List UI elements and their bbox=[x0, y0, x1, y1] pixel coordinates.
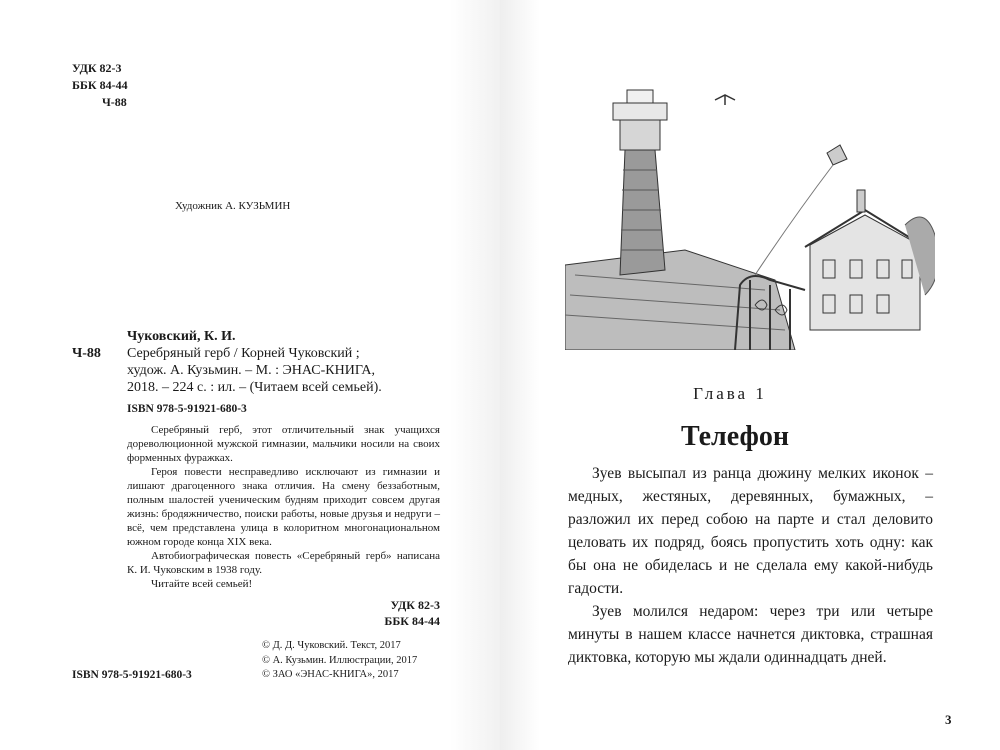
text-paragraph: Зуев высыпал из ранца дюжину мелких иконок – медных, жестяных, деревянных, бумажных, – разложил их перед собою на парте и стал деловито целовать их подряд, боясь пропустить хоть одну: как бы она не обиделась и не сделала ему какой-нибудь гадости. bbox=[568, 465, 933, 597]
entry-line: Серебряный герб / Корней Чуковский ; bbox=[127, 346, 360, 361]
annotation-paragraph: Читайте всей семьей! bbox=[151, 578, 253, 590]
text-paragraph: Зуев молился недаром: через три или четыре минуты в нашем классе начнется диктовка, страшная диктовка, которую мы ждали одиннадцать дней. bbox=[568, 603, 933, 666]
imprint-block bbox=[72, 328, 440, 683]
annotation bbox=[127, 423, 440, 591]
entry-line: 2018. – 224 с. : ил. – (Читаем всей семьей). bbox=[127, 380, 382, 395]
classification-codes bbox=[72, 60, 128, 111]
classification-codes-bottom bbox=[72, 597, 440, 629]
udk-code: УДК 82-3 bbox=[390, 598, 440, 612]
entry-line: худож. А. Кузьмин. – М. : ЭНАС-КНИГА, bbox=[127, 363, 376, 378]
bibliographic-entry bbox=[72, 328, 440, 396]
copyright-line: © Д. Д. Чуковский. Текст, 2017 bbox=[262, 640, 401, 651]
right-page bbox=[500, 0, 1000, 750]
artist-credit: Художник А. КУЗЬМИН bbox=[175, 200, 291, 212]
annotation-paragraph: Серебряный герб, этот отличительный знак учащихся дореволюционной мужской гимназии, мальчики носили на своих форменных фуражках. bbox=[127, 424, 440, 464]
entry-classmark: Ч-88 bbox=[72, 346, 101, 361]
annotation-paragraph: Героя повести несправедливо исключают из гимназии и лишают драгоценного знака отличия. На смену беззаботным, полным шалостей ученическим будням приходит совсем другая жизнь: бродяжничество, поиски работы, новые друзья и недруги – всё, чем представлена улица в колоритном многонациональном южном городе конца XIX века. bbox=[127, 466, 440, 548]
chapter-illustration bbox=[565, 75, 935, 350]
author-mark: Ч-88 bbox=[102, 95, 127, 109]
copyrights bbox=[262, 639, 417, 683]
page-number: 3 bbox=[945, 712, 952, 727]
chapter-title: Телефон bbox=[680, 421, 790, 452]
udk-code: УДК 82-3 bbox=[72, 61, 122, 75]
imprint-footer bbox=[72, 639, 440, 683]
chapter-number: Глава 1 bbox=[693, 384, 767, 403]
bbk-code: ББК 84-44 bbox=[384, 614, 440, 628]
entry-author: Чуковский, К. И. bbox=[127, 329, 236, 344]
isbn-top: ISBN 978-5-91921-680-3 bbox=[127, 403, 247, 415]
copyright-line: © А. Кузьмин. Иллюстрации, 2017 bbox=[262, 654, 418, 666]
copyright-line: © ЗАО «ЭНАС-КНИГА», 2017 bbox=[262, 669, 399, 680]
chapter-text bbox=[568, 462, 933, 669]
isbn-bottom: ISBN 978-5-91921-680-3 bbox=[72, 668, 192, 681]
annotation-paragraph: Автобиографическая повесть «Серебряный герб» написана К. И. Чуковским в 1938 году. bbox=[127, 550, 440, 576]
bbk-code: ББК 84-44 bbox=[72, 78, 128, 92]
